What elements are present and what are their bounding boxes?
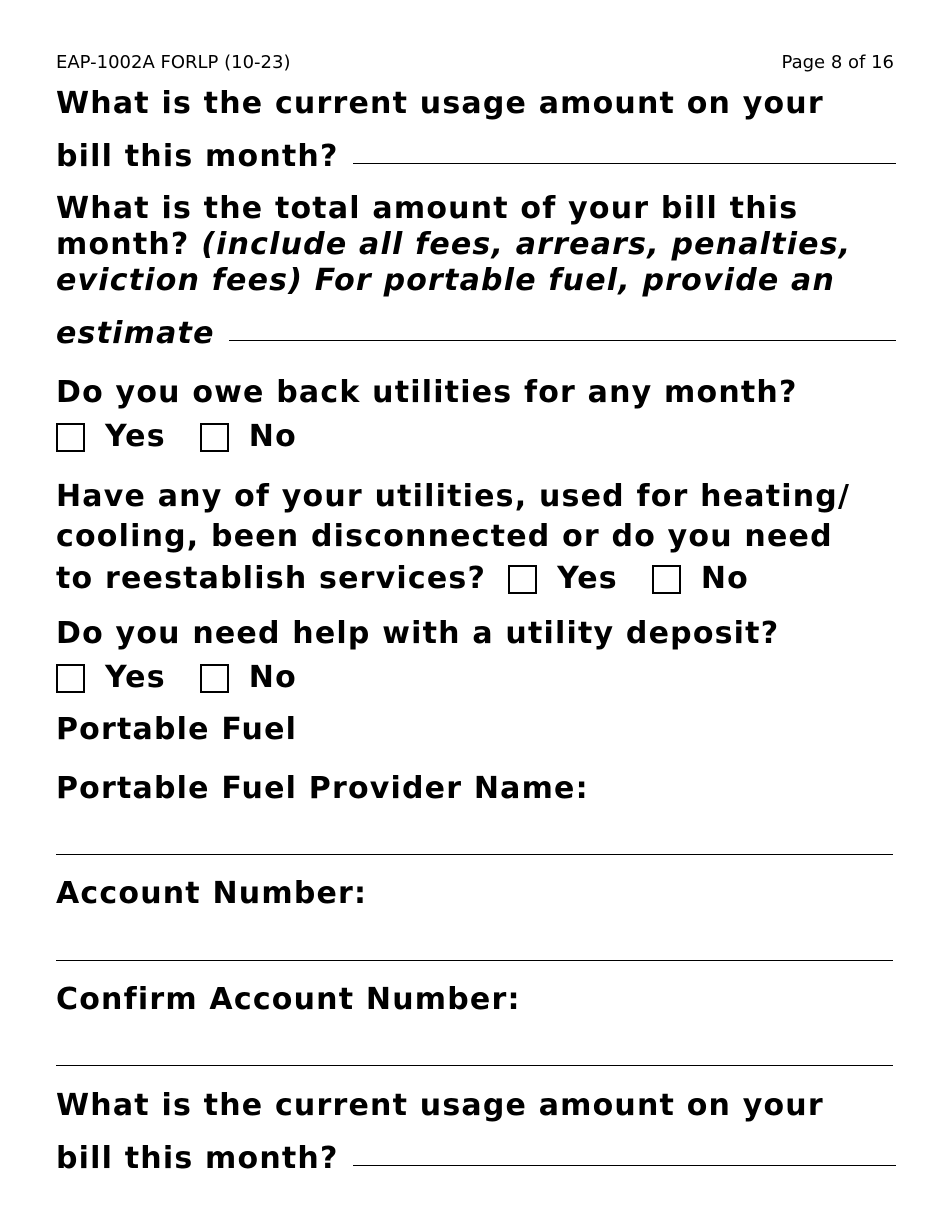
- section-title: Portable Fuel: [56, 712, 298, 747]
- deposit-yes-checkbox[interactable]: [56, 664, 85, 693]
- usage-question-line1: What is the current usage amount on your: [56, 86, 824, 121]
- usage-answer-line[interactable]: [353, 162, 896, 164]
- usage-question-line2: bill this month?: [56, 139, 339, 174]
- total-question-line2-note: (include all fees, arrears, penalties,: [201, 227, 852, 262]
- total-question-line1: What is the total amount of your bill this: [56, 191, 799, 226]
- disconnect-question-line2: cooling, been disconnected or do you need: [56, 519, 833, 554]
- owe-no-checkbox[interactable]: [200, 423, 229, 452]
- disconnect-yes-label: Yes: [557, 561, 618, 596]
- disconnect-no-label: No: [700, 561, 749, 596]
- disconnect-no-checkbox[interactable]: [652, 565, 681, 594]
- provider-label: Portable Fuel Provider Name:: [56, 771, 589, 806]
- total-question-line4: estimate: [56, 316, 215, 351]
- owe-yes-checkbox[interactable]: [56, 423, 85, 452]
- deposit-question: [56, 616, 896, 696]
- form-id: EAP-1002A FORLP (10-23): [56, 52, 291, 73]
- confirm-account-label: Confirm Account Number:: [56, 982, 521, 1017]
- total-question: [56, 191, 896, 352]
- usage2-answer-line[interactable]: [353, 1164, 896, 1166]
- provider-field-line[interactable]: [56, 854, 893, 855]
- total-question-line2: month?: [56, 227, 202, 262]
- disconnect-question-line1: Have any of your utilities, used for heating/: [56, 479, 851, 514]
- page-number: Page 8 of 16: [781, 52, 894, 73]
- usage2-question-line2: bill this month?: [56, 1141, 339, 1176]
- owe-no-label: No: [248, 419, 297, 454]
- usage-question: [56, 86, 896, 175]
- deposit-no-label: No: [248, 660, 297, 695]
- owe-yes-label: Yes: [105, 419, 166, 454]
- disconnect-yes-checkbox[interactable]: [508, 565, 537, 594]
- total-question-line3: eviction fees) For portable fuel, provide an: [56, 263, 836, 298]
- owe-question-text: Do you owe back utilities for any month?: [56, 375, 798, 410]
- deposit-no-checkbox[interactable]: [200, 664, 229, 693]
- usage2-question-line1: What is the current usage amount on your: [56, 1088, 824, 1123]
- deposit-question-text: Do you need help with a utility deposit?: [56, 616, 780, 651]
- total-answer-line[interactable]: [229, 339, 896, 341]
- disconnect-question-line3: to reestablish services?: [56, 561, 487, 596]
- account-label: Account Number:: [56, 876, 368, 911]
- disconnect-question: [56, 479, 896, 597]
- account-field-line[interactable]: [56, 960, 893, 961]
- owe-question: [56, 375, 896, 455]
- usage2-question: [56, 1088, 896, 1177]
- confirm-account-field-line[interactable]: [56, 1065, 893, 1066]
- deposit-yes-label: Yes: [105, 660, 166, 695]
